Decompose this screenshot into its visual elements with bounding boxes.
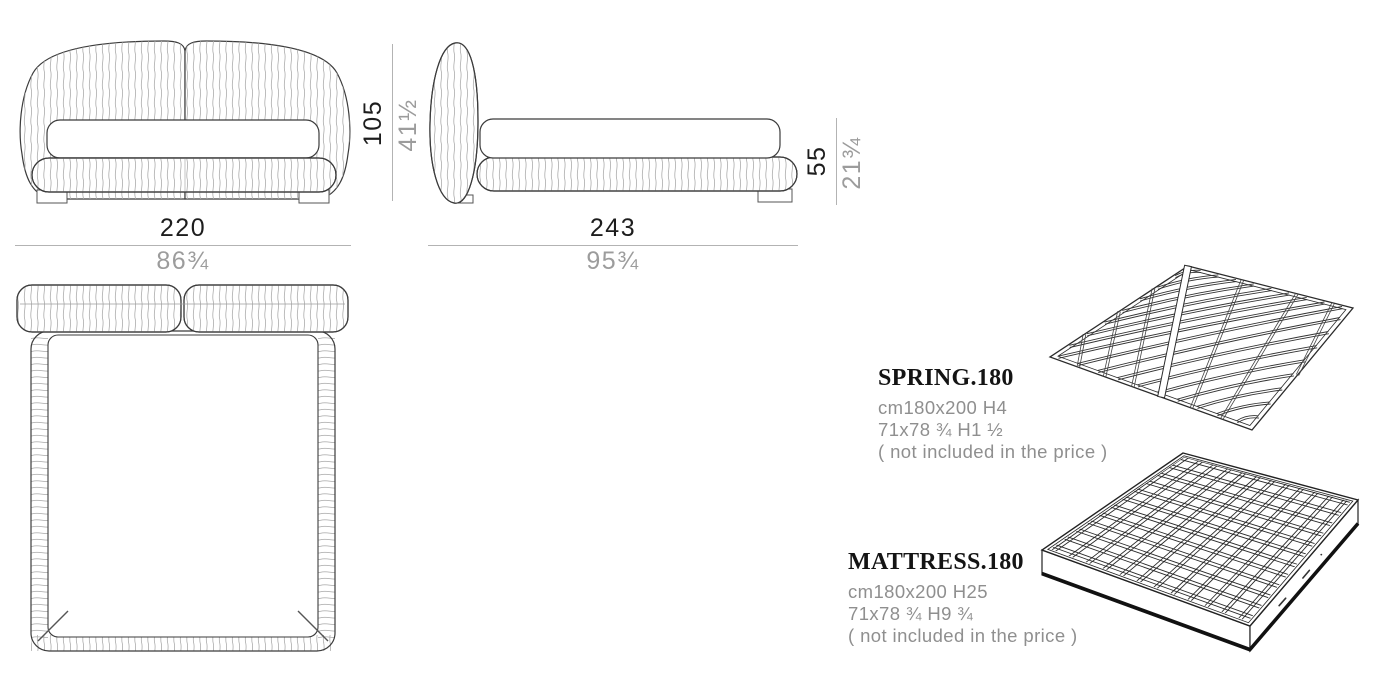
side-length-dimension [428,214,798,275]
front-width-dimension [15,214,351,275]
spring-size-imperial: 71x78 ¾ H1 ½ [878,419,1004,440]
side-length-cm: 243 [589,214,637,242]
spring-price-note: ( not included in the price ) [878,441,1108,462]
spring-title: SPRING.180 [878,365,1014,391]
front-width-inches: 86¾ [156,247,210,275]
mattress-size-metric: cm180x200 H25 [848,581,988,602]
side-height-dimension-line [836,118,837,205]
mattress-price-note: ( not included in the price ) [848,625,1078,646]
mattress-title: MATTRESS.180 [848,549,1024,575]
spring-base-drawing [1042,260,1362,440]
bed-top-view-drawing [15,283,350,663]
mattress-size-imperial: 71x78 ¾ H9 ¾ [848,603,974,624]
front-height-inches: 41½ [394,98,422,152]
side-height-cm: 55 [803,145,831,177]
front-height-cm: 105 [359,99,387,147]
dimension-divider-line [428,245,798,246]
side-height-inches: 21¾ [838,136,866,190]
spring-size-metric: cm180x200 H4 [878,397,1008,418]
dimension-divider-line [15,245,351,246]
bed-front-view-drawing [15,35,355,207]
front-height-dimension-line [392,44,393,201]
front-width-cm: 220 [159,214,207,242]
bed-side-view-drawing [425,35,805,207]
mattress-drawing [1035,443,1375,673]
side-length-inches: 95¾ [586,247,640,275]
